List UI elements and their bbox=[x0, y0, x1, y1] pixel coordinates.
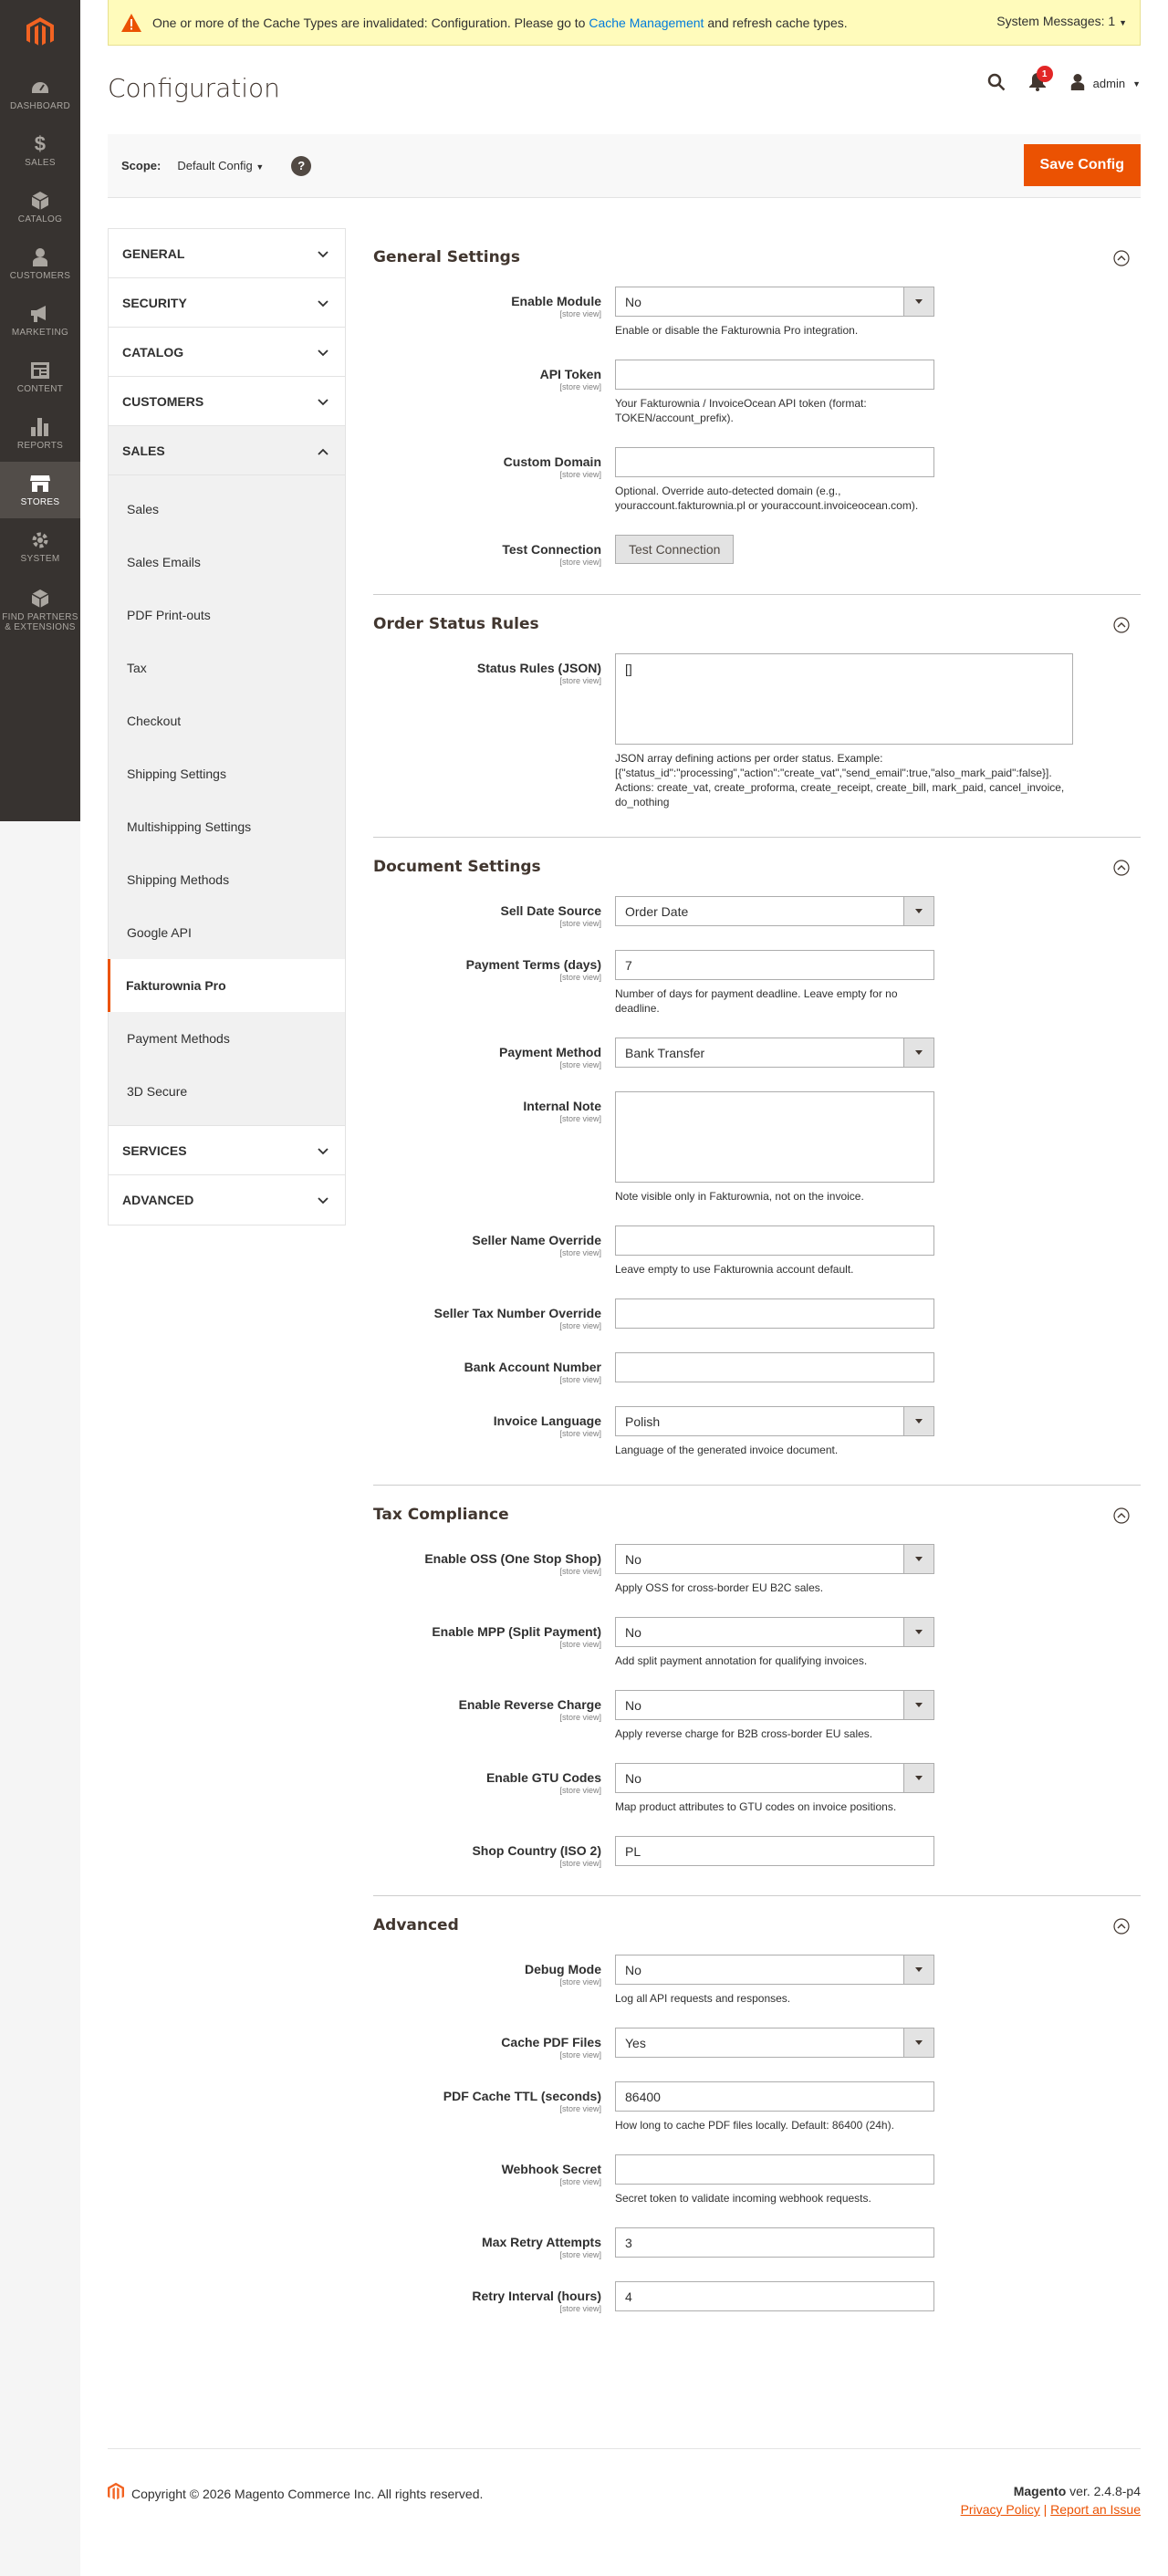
gtu-select[interactable] bbox=[615, 1763, 934, 1793]
mpp-select[interactable] bbox=[615, 1617, 934, 1647]
nav-system-label: SYSTEM bbox=[20, 553, 60, 564]
system-messages-counter[interactable] bbox=[996, 14, 1127, 28]
collapse-icon bbox=[1113, 860, 1130, 881]
store-view-scope: [store view] bbox=[559, 2304, 601, 2313]
store-view-scope: [store view] bbox=[559, 2177, 601, 2186]
tab-sales-label: SALES bbox=[122, 443, 165, 458]
collapse-icon bbox=[1113, 617, 1130, 638]
tab-link-shipping-methods[interactable]: Shipping Methods bbox=[127, 872, 230, 887]
note-status-rules: JSON array defining actions per order status. Example: [{"status_id":"processing","action":"create_vat","send_email":true,"also_mark_paid":false}]. Actions: create_vat, create_proforma, create_receipt, create_bill, mark_paid, cancel_invoice, do_nothing bbox=[615, 752, 1065, 808]
section-order-status-rules bbox=[373, 595, 1141, 838]
section-document-settings bbox=[373, 838, 1141, 1486]
oss-select[interactable] bbox=[615, 1544, 934, 1574]
collapse-icon bbox=[1113, 1918, 1130, 1939]
label-cache-pdf: Cache PDF Files bbox=[501, 2035, 601, 2049]
content-icon bbox=[29, 360, 51, 381]
nav-marketing[interactable] bbox=[0, 292, 80, 349]
row-internal-note bbox=[373, 1091, 1141, 1225]
chevron-down-icon bbox=[318, 394, 328, 409]
oss-value: No bbox=[625, 1551, 641, 1567]
section-title-order-status: Order Status Rules bbox=[373, 615, 539, 633]
dollar-icon: $ bbox=[34, 131, 47, 155]
tab-link-multishipping[interactable]: Multishipping Settings bbox=[127, 819, 252, 834]
tab-link-checkout[interactable]: Checkout bbox=[127, 714, 182, 728]
label-mpp: Enable MPP (Split Payment) bbox=[432, 1624, 601, 1639]
seller-tax-input[interactable] bbox=[615, 1298, 934, 1329]
select-arrow-icon bbox=[903, 897, 933, 925]
admin-sidebar bbox=[0, 0, 80, 821]
store-view-scope: [store view] bbox=[559, 1977, 601, 1987]
note-invoice-language: Language of the generated invoice document. bbox=[615, 1444, 839, 1456]
nav-reports[interactable] bbox=[0, 405, 80, 462]
nav-dashboard[interactable] bbox=[0, 66, 80, 122]
section-header-tax[interactable] bbox=[373, 1486, 1141, 1544]
store-view-scope: [store view] bbox=[559, 1713, 601, 1722]
row-max-retry bbox=[373, 2227, 1141, 2281]
note-enable-module: Enable or disable the Fakturownia Pro integration. bbox=[615, 324, 859, 337]
collapse-icon bbox=[1113, 250, 1130, 271]
row-gtu bbox=[373, 1763, 1141, 1836]
label-webhook-secret: Webhook Secret bbox=[501, 2162, 601, 2176]
store-view-scope: [store view] bbox=[559, 1429, 601, 1438]
store-view-scope: [store view] bbox=[559, 470, 601, 479]
tab-link-tax[interactable]: Tax bbox=[127, 661, 147, 675]
section-tax-compliance bbox=[373, 1486, 1141, 1896]
section-advanced bbox=[373, 1896, 1141, 2335]
row-status-rules bbox=[373, 653, 1141, 831]
nav-dashboard-label: DASHBOARD bbox=[9, 100, 71, 111]
webhook-secret-input[interactable] bbox=[615, 2154, 934, 2185]
shop-country-input[interactable]: PL bbox=[615, 1836, 934, 1866]
store-view-scope: [store view] bbox=[559, 1567, 601, 1576]
section-header-order-status[interactable] bbox=[373, 595, 1141, 653]
chevron-down-icon bbox=[318, 246, 328, 261]
select-arrow-icon bbox=[903, 1038, 933, 1067]
reverse-charge-select[interactable] bbox=[615, 1690, 934, 1720]
label-reverse-charge: Enable Reverse Charge bbox=[458, 1697, 601, 1712]
tab-security-label: SECURITY bbox=[122, 295, 187, 310]
store-view-scope: [store view] bbox=[559, 309, 601, 318]
nav-content-label: CONTENT bbox=[16, 383, 64, 394]
payment-method-select[interactable] bbox=[615, 1038, 934, 1068]
tab-link-shipping-settings[interactable]: Shipping Settings bbox=[127, 767, 226, 781]
status-rules-textarea[interactable]: [] bbox=[615, 653, 1073, 745]
invoice-language-select[interactable] bbox=[615, 1406, 934, 1436]
label-internal-note: Internal Note bbox=[523, 1099, 601, 1113]
user-name: admin bbox=[1092, 77, 1126, 90]
row-payment-terms bbox=[373, 950, 1141, 1038]
select-arrow-icon bbox=[903, 1618, 933, 1646]
label-seller-name: Seller Name Override bbox=[472, 1233, 601, 1247]
note-webhook-secret: Secret token to validate incoming webhook requests. bbox=[615, 2192, 871, 2205]
section-header-general[interactable] bbox=[373, 228, 1141, 287]
store-view-scope: [store view] bbox=[559, 1060, 601, 1069]
scope-label: Scope: bbox=[121, 159, 162, 172]
label-custom-domain: Custom Domain bbox=[503, 454, 601, 469]
store-view-scope: [store view] bbox=[559, 558, 601, 567]
section-title-document: Document Settings bbox=[373, 858, 541, 876]
row-invoice-language bbox=[373, 1406, 1141, 1479]
tab-link-sales-emails[interactable]: Sales Emails bbox=[127, 555, 201, 569]
label-gtu: Enable GTU Codes bbox=[485, 1770, 601, 1785]
tab-link-payment-methods[interactable]: Payment Methods bbox=[127, 1031, 230, 1046]
note-seller-name: Leave empty to use Fakturownia account default. bbox=[615, 1263, 854, 1276]
nav-stores-label: STORES bbox=[20, 496, 60, 507]
nav-sales-label: SALES bbox=[25, 157, 56, 168]
system-messages-count-label: System Messages: 1 bbox=[996, 14, 1116, 28]
chevron-down-icon: ▼ bbox=[1132, 78, 1141, 89]
warning-icon bbox=[121, 14, 141, 32]
page-title: Configuration bbox=[108, 73, 280, 103]
note-mpp: Add split payment annotation for qualifying invoices. bbox=[615, 1654, 868, 1667]
tab-customers[interactable] bbox=[109, 377, 345, 426]
retry-interval-input[interactable]: 4 bbox=[615, 2281, 934, 2311]
row-webhook-secret bbox=[373, 2154, 1141, 2227]
select-arrow-icon bbox=[903, 1764, 933, 1792]
tab-customers-label: CUSTOMERS bbox=[122, 393, 204, 409]
tab-advanced[interactable] bbox=[109, 1175, 345, 1225]
pdf-ttl-input[interactable]: 86400 bbox=[615, 2081, 934, 2112]
row-cache-pdf bbox=[373, 2028, 1141, 2081]
label-seller-tax: Seller Tax Number Override bbox=[433, 1306, 601, 1320]
config-tabs bbox=[108, 228, 346, 1225]
gtu-value: No bbox=[625, 1770, 641, 1786]
nav-system[interactable] bbox=[0, 518, 80, 575]
gear-icon bbox=[29, 530, 51, 550]
note-internal-note: Note visible only in Fakturownia, not on the invoice. bbox=[615, 1190, 864, 1203]
store-view-scope: [store view] bbox=[559, 2050, 601, 2060]
copyright-text: Copyright © 2026 Magento Commerce Inc. All rights reserved. bbox=[131, 2486, 484, 2501]
store-view-scope: [store view] bbox=[559, 2250, 601, 2259]
chevron-down-icon bbox=[318, 1193, 328, 1207]
mpp-value: No bbox=[625, 1624, 641, 1640]
test-connection-button[interactable]: Test Connection bbox=[615, 535, 734, 564]
tab-catalog-label: CATALOG bbox=[122, 344, 184, 360]
label-api-token: API Token bbox=[539, 367, 601, 381]
notifications-badge: 1 bbox=[1037, 66, 1053, 82]
nav-content[interactable] bbox=[0, 349, 80, 405]
user-menu[interactable] bbox=[1069, 74, 1141, 93]
label-sell-date-source: Sell Date Source bbox=[500, 903, 601, 918]
row-bank-account bbox=[373, 1352, 1141, 1406]
nav-customers-label: CUSTOMERS bbox=[9, 270, 71, 281]
row-reverse-charge bbox=[373, 1690, 1141, 1763]
enable-module-value: No bbox=[625, 294, 641, 309]
tab-link-google-api[interactable]: Google API bbox=[127, 925, 192, 940]
store-view-scope: [store view] bbox=[559, 1640, 601, 1649]
note-oss: Apply OSS for cross-border EU B2C sales. bbox=[615, 1581, 824, 1594]
tab-advanced-label: ADVANCED bbox=[122, 1193, 194, 1207]
label-test-connection: Test Connection bbox=[502, 542, 601, 557]
notifications-bell[interactable] bbox=[1029, 68, 1048, 94]
store-view-scope: [store view] bbox=[559, 676, 601, 685]
select-arrow-icon bbox=[903, 1407, 933, 1435]
label-retry-interval: Retry Interval (hours) bbox=[472, 2289, 601, 2303]
label-shop-country: Shop Country (ISO 2) bbox=[472, 1843, 601, 1858]
dashboard-icon bbox=[29, 78, 51, 98]
save-config-button[interactable]: Save Config bbox=[1024, 144, 1141, 186]
store-view-scope: [store view] bbox=[559, 1859, 601, 1868]
debug-mode-select[interactable] bbox=[615, 1955, 934, 1985]
scope-value: Default Config bbox=[177, 159, 253, 172]
nav-marketing-label: MARKETING bbox=[11, 327, 69, 338]
system-message-text: One or more of the Cache Types are invalidated: Configuration. Please go to bbox=[152, 15, 586, 30]
nav-customers[interactable] bbox=[0, 235, 80, 292]
row-pdf-ttl bbox=[373, 2081, 1141, 2154]
label-enable-module: Enable Module bbox=[511, 294, 601, 308]
label-oss: Enable OSS (One Stop Shop) bbox=[424, 1551, 601, 1566]
page-footer bbox=[108, 2448, 1141, 2576]
note-api-token: Your Fakturownia / InvoiceOcean API token (format: TOKEN/account_prefix). bbox=[615, 397, 867, 424]
row-debug-mode bbox=[373, 1955, 1141, 2028]
tab-services-label: SERVICES bbox=[122, 1142, 187, 1158]
invoice-language-value: Polish bbox=[625, 1413, 661, 1429]
reverse-charge-value: No bbox=[625, 1697, 641, 1713]
nav-sales[interactable] bbox=[0, 122, 80, 179]
tab-link-fakturownia-pro[interactable]: Fakturownia Pro bbox=[108, 959, 345, 1012]
system-message-bar bbox=[108, 0, 1141, 46]
label-invoice-language: Invoice Language bbox=[493, 1413, 601, 1428]
cache-pdf-select[interactable] bbox=[615, 2028, 934, 2058]
note-pdf-ttl: How long to cache PDF files locally. Default: 86400 (24h). bbox=[615, 2119, 894, 2132]
section-general-settings bbox=[373, 228, 1141, 595]
max-retry-input[interactable]: 3 bbox=[615, 2227, 934, 2258]
select-arrow-icon bbox=[903, 2028, 933, 2057]
chevron-down-icon bbox=[318, 345, 328, 360]
bank-account-input[interactable] bbox=[615, 1352, 934, 1382]
label-payment-method: Payment Method bbox=[498, 1045, 601, 1059]
store-view-scope: [store view] bbox=[559, 1786, 601, 1795]
label-pdf-ttl: PDF Cache TTL (seconds) bbox=[443, 2089, 601, 2103]
api-token-input[interactable] bbox=[615, 360, 934, 390]
tab-link-sales[interactable]: Sales bbox=[127, 502, 160, 516]
tab-security[interactable] bbox=[109, 278, 345, 328]
magento-logo[interactable] bbox=[0, 0, 80, 66]
note-debug-mode: Log all API requests and responses. bbox=[615, 1992, 791, 2005]
sell-date-source-value: Order Date bbox=[625, 903, 689, 919]
nav-find-partners-label: FIND PARTNERS & EXTENSIONS bbox=[2, 612, 78, 632]
note-gtu: Map product attributes to GTU codes on invoice positions. bbox=[615, 1800, 897, 1813]
main-content bbox=[80, 0, 1168, 2576]
tab-services[interactable] bbox=[109, 1126, 345, 1175]
select-arrow-icon bbox=[903, 287, 933, 316]
cube-icon bbox=[29, 191, 51, 211]
row-payment-method bbox=[373, 1038, 1141, 1091]
label-bank-account: Bank Account Number bbox=[464, 1360, 601, 1374]
nav-stores[interactable] bbox=[0, 462, 80, 518]
cache-pdf-value: Yes bbox=[625, 2035, 646, 2050]
label-status-rules: Status Rules (JSON) bbox=[476, 661, 601, 675]
megaphone-icon bbox=[29, 304, 51, 324]
config-form bbox=[373, 228, 1141, 2335]
person-icon bbox=[29, 247, 51, 267]
tab-link-3d-secure[interactable]: 3D Secure bbox=[127, 1084, 188, 1099]
payment-method-value: Bank Transfer bbox=[625, 1045, 705, 1060]
caret-down-icon: ▼ bbox=[256, 162, 265, 172]
store-view-scope: [store view] bbox=[559, 382, 601, 391]
label-max-retry: Max Retry Attempts bbox=[482, 2235, 601, 2249]
nav-catalog-label: CATALOG bbox=[17, 214, 63, 224]
section-header-document[interactable] bbox=[373, 838, 1141, 896]
section-title-tax: Tax Compliance bbox=[373, 1506, 509, 1524]
bar-chart-icon bbox=[29, 417, 51, 437]
sell-date-source-select[interactable] bbox=[615, 896, 934, 926]
footer-separator: | bbox=[1043, 2502, 1048, 2517]
row-custom-domain bbox=[373, 447, 1141, 535]
section-header-advanced[interactable] bbox=[373, 1896, 1141, 1955]
header-actions bbox=[987, 68, 1141, 94]
seller-name-input[interactable] bbox=[615, 1225, 934, 1256]
enable-module-select[interactable] bbox=[615, 287, 934, 317]
nav-find-partners[interactable] bbox=[0, 575, 80, 646]
box-icon bbox=[29, 589, 51, 609]
internal-note-textarea[interactable] bbox=[615, 1091, 934, 1183]
search-icon[interactable] bbox=[987, 73, 1006, 94]
tab-catalog[interactable] bbox=[109, 328, 345, 377]
scope-switcher[interactable] bbox=[177, 159, 264, 172]
row-seller-name bbox=[373, 1225, 1141, 1298]
row-seller-tax bbox=[373, 1298, 1141, 1352]
scope-help-icon[interactable]: ? bbox=[291, 156, 311, 176]
row-api-token bbox=[373, 360, 1141, 447]
report-issue-link[interactable]: Report an Issue bbox=[1050, 2502, 1141, 2517]
row-sell-date-source bbox=[373, 896, 1141, 950]
tab-sales[interactable] bbox=[109, 426, 345, 475]
row-enable-module bbox=[373, 287, 1141, 360]
footer-version: ver. 2.4.8-p4 bbox=[1066, 2484, 1141, 2498]
store-view-scope: [store view] bbox=[559, 1321, 601, 1330]
store-view-scope: [store view] bbox=[559, 1114, 601, 1123]
store-view-scope: [store view] bbox=[559, 2104, 601, 2113]
label-debug-mode: Debug Mode bbox=[525, 1962, 601, 1976]
tab-general[interactable] bbox=[109, 229, 345, 278]
debug-mode-value: No bbox=[625, 1962, 641, 1977]
section-title-advanced: Advanced bbox=[373, 1916, 459, 1935]
user-icon bbox=[1069, 74, 1086, 93]
row-retry-interval bbox=[373, 2281, 1141, 2335]
row-shop-country bbox=[373, 1836, 1141, 1890]
cache-management-link[interactable]: Cache Management bbox=[589, 15, 704, 30]
nav-reports-label: REPORTS bbox=[16, 440, 64, 451]
nav-catalog[interactable] bbox=[0, 179, 80, 235]
scope-bar bbox=[108, 134, 1141, 198]
custom-domain-input[interactable] bbox=[615, 447, 934, 477]
row-mpp bbox=[373, 1617, 1141, 1690]
chevron-down-icon: ▼ bbox=[1119, 18, 1127, 27]
store-view-scope: [store view] bbox=[559, 919, 601, 928]
note-payment-terms: Number of days for payment deadline. Leave empty for no deadline. bbox=[615, 987, 898, 1015]
chevron-down-icon bbox=[318, 1143, 328, 1158]
system-message-text-after: and refresh cache types. bbox=[707, 15, 848, 30]
sales-tab-items bbox=[109, 475, 345, 1126]
note-reverse-charge: Apply reverse charge for B2B cross-border EU sales. bbox=[615, 1727, 873, 1740]
chevron-down-icon bbox=[318, 296, 328, 310]
tab-general-label: GENERAL bbox=[122, 245, 185, 261]
store-view-scope: [store view] bbox=[559, 1248, 601, 1257]
row-oss bbox=[373, 1544, 1141, 1617]
chevron-up-icon bbox=[318, 443, 328, 458]
select-arrow-icon bbox=[903, 1545, 933, 1573]
payment-terms-input[interactable]: 7 bbox=[615, 950, 934, 980]
note-custom-domain: Optional. Override auto-detected domain (e.g., youraccount.fakturownia.pl or youraccount.invoiceocean.com). bbox=[615, 485, 919, 512]
select-arrow-icon bbox=[903, 1691, 933, 1719]
store-icon bbox=[29, 474, 51, 494]
label-payment-terms: Payment Terms (days) bbox=[465, 957, 601, 972]
collapse-icon bbox=[1113, 1507, 1130, 1528]
row-test-connection bbox=[373, 535, 1141, 589]
store-view-scope: [store view] bbox=[559, 973, 601, 982]
section-title-general: General Settings bbox=[373, 248, 520, 266]
select-arrow-icon bbox=[903, 1955, 933, 1984]
privacy-policy-link[interactable]: Privacy Policy bbox=[960, 2502, 1040, 2517]
store-view-scope: [store view] bbox=[559, 1375, 601, 1384]
tab-link-pdf-printouts[interactable]: PDF Print-outs bbox=[127, 608, 211, 622]
footer-brand: Magento bbox=[1013, 2484, 1067, 2498]
magento-footer-logo-icon bbox=[108, 2482, 124, 2505]
